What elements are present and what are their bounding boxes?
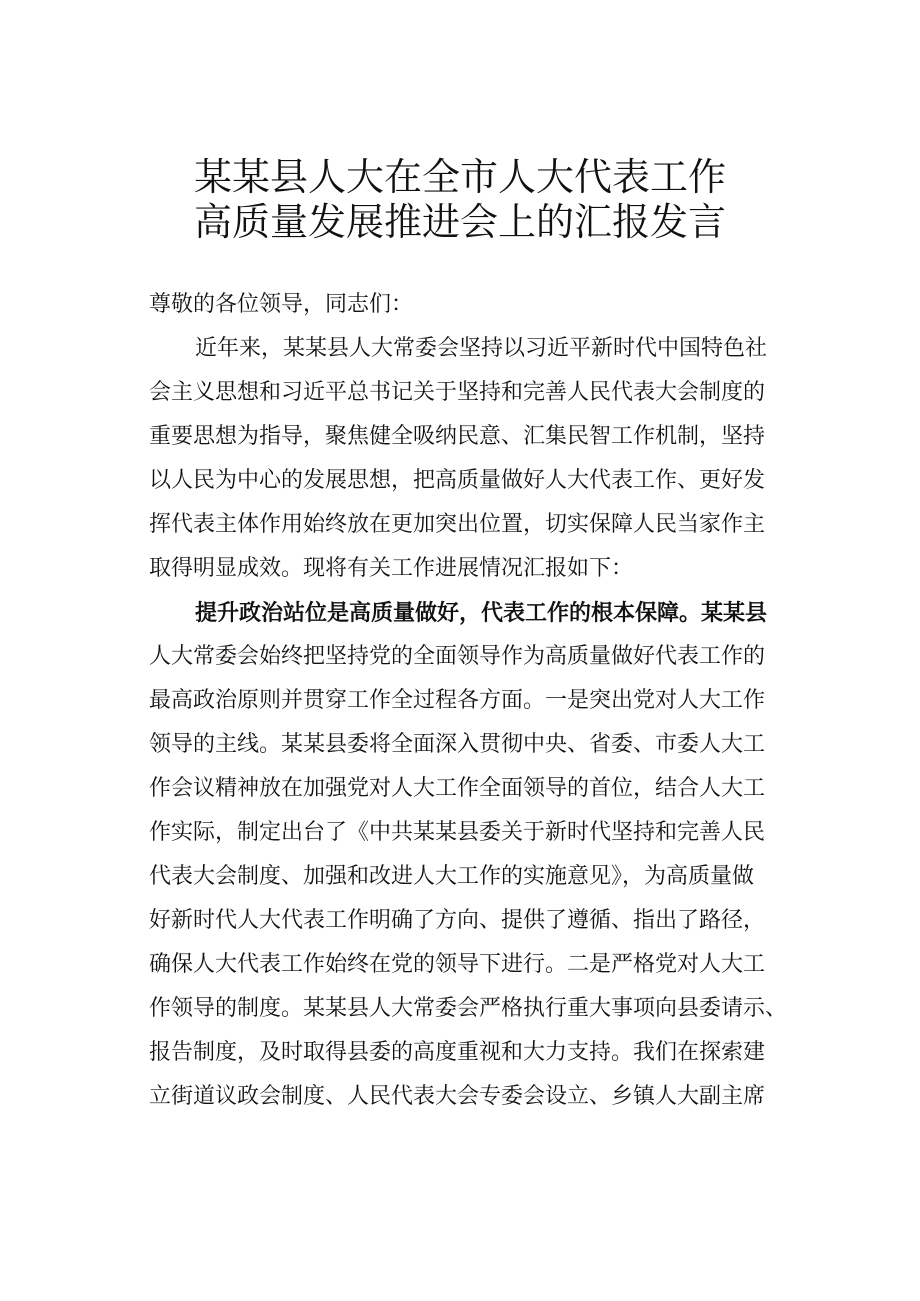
- paragraph-line: 取得明显成效。现将有关工作进展情况汇报如下：: [149, 556, 634, 581]
- paragraph-line: 人大常委会始终把坚持党的全面领导作为高质量做好代表工作的: [149, 644, 766, 669]
- paragraph-line: 挥代表主体作用始终放在更加突出位置，切实保障人民当家作主: [149, 512, 766, 537]
- document-body: [149, 283, 799, 1119]
- paragraph-intro: [149, 327, 799, 591]
- paragraph-line: 报告制度，及时取得县委的高度重视和大力支持。我们在探索建: [149, 1040, 766, 1065]
- paragraph-line: 确保人大代表工作始终在党的领导下进行。二是严格党对人大工: [149, 952, 766, 977]
- paragraph-line: 代表大会制度、加强和改进人大工作的实施意见》，为高质量做: [149, 864, 755, 889]
- paragraph-political-stance: [149, 591, 799, 1119]
- paragraph-first-line: [149, 591, 799, 635]
- section-heading: 提升政治站位是高质量做好，代表工作的根本保障。: [195, 600, 702, 626]
- paragraph-line: 作会议精神放在加强党对人大工作全面领导的首位，结合人大工: [149, 776, 766, 801]
- paragraph-line: 作领导的制度。某某县人大常委会严格执行重大事项向县委请示、: [149, 996, 788, 1021]
- paragraph-line-start: 某某县: [701, 600, 768, 626]
- paragraph-line: 作实际，制定出台了《中共某某县委关于新时代坚持和完善人民: [149, 820, 766, 845]
- document-title-line-1: 某某县人大在全市人大代表工作: [193, 155, 726, 199]
- paragraph-line: 近年来，某某县人大常委会坚持以习近平新时代中国特色社: [195, 336, 768, 361]
- paragraph-line: 立街道议政会制度、人民代表大会专委会设立、乡镇人大副主席: [149, 1084, 766, 1109]
- paragraph-line: 以人民为中心的发展思想，把高质量做好人大代表工作、更好发: [149, 468, 766, 493]
- salutation: 尊敬的各位领导，同志们：: [149, 292, 414, 317]
- document-title-line-2: 高质量发展推进会上的汇报发言: [193, 200, 726, 244]
- paragraph-line: 会主义思想和习近平总书记关于坚持和完善人民代表大会制度的: [149, 380, 766, 405]
- paragraph-line: 重要思想为指导，聚焦健全吸纳民意、汇集民智工作机制，坚持: [149, 424, 766, 449]
- paragraph-line: 好新时代人大代表工作明确了方向、提供了遵循、指出了路径，: [149, 908, 766, 933]
- paragraph-line: 领导的主线。某某县委将全面深入贯彻中央、省委、市委人大工: [149, 732, 766, 757]
- paragraph-line: 最高政治原则并贯穿工作全过程各方面。一是突出党对人大工作: [149, 688, 766, 713]
